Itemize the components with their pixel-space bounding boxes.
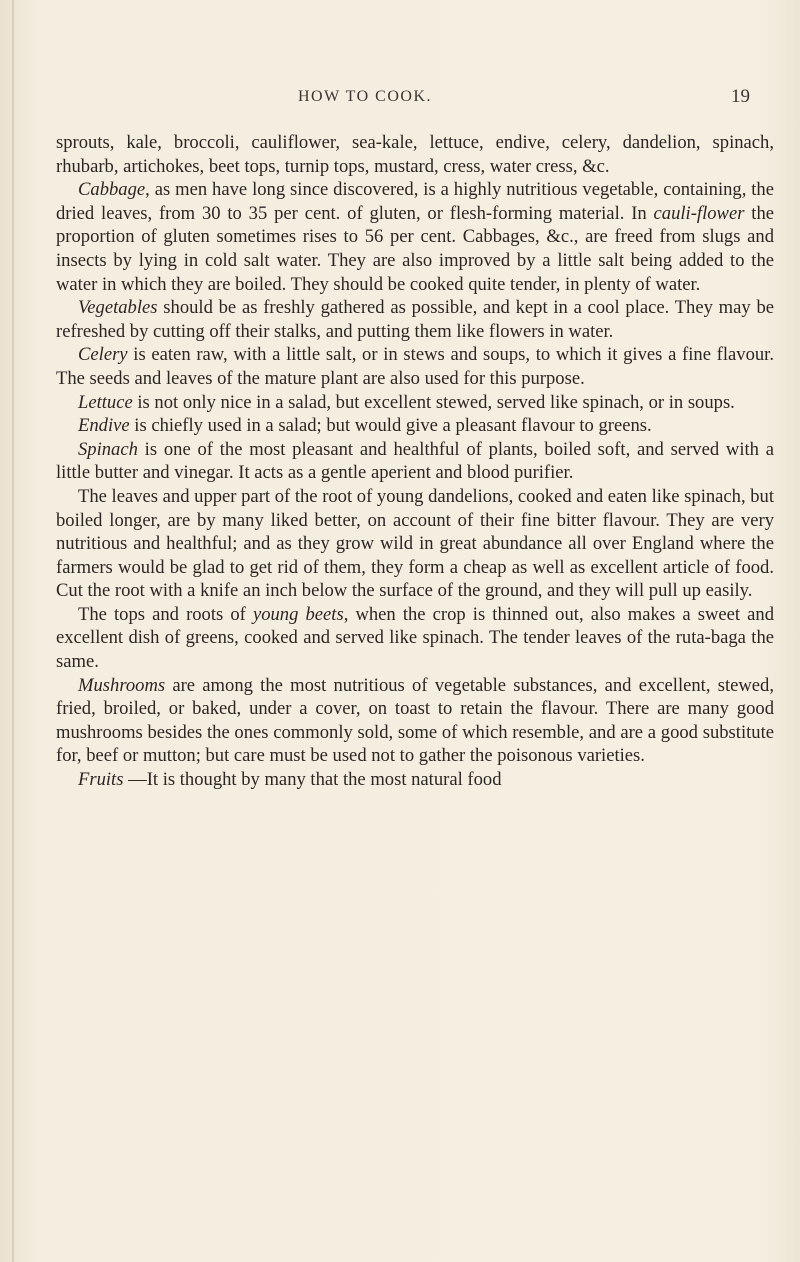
paragraph-lettuce: [56, 391, 774, 415]
paragraph-lead: Endive: [78, 415, 130, 437]
body-text: [56, 131, 774, 792]
paragraph-vegetables: [56, 296, 774, 343]
paragraph-lead: Lettuce: [78, 391, 133, 413]
paragraph-endive: [56, 414, 774, 438]
paragraph-text: The tops and roots of: [78, 603, 253, 625]
paragraph-text-continued: , when the crop is thinned out, also makes a sweet and excellent dish of greens, cooked and served like spinach. The tender leaves of the ruta-baga the same.: [56, 603, 774, 673]
paragraph-text: are among the most nutritious of vegetable substances, and excellent, stewed, fried, broiled, or baked, under a cover, on toast to retain the flavour. There are many good mushrooms besides the ones commonly sold, some of which resemble, and are a good substitute for, beef or mutton; but care must be used not to gather the poisonous varieties.: [56, 674, 774, 767]
paragraph-text: sprouts, kale, broccoli, cauliflower, sea-kale, lettuce, endive, celery, dandelion, spinach, rhubarb, artichokes, beet tops, turnip tops, mustard, cress, water cress, &c.: [56, 132, 774, 177]
paragraph-text: is eaten raw, with a little salt, or in stews and soups, to which it gives a fine flavour. The seeds and leaves of the mature plant are also used for this purpose.: [56, 344, 774, 389]
paragraph-text: —It is thought by many that the most natural food: [123, 769, 502, 791]
paragraph-text: is chiefly used in a salad; but would give a pleasant flavour to greens.: [129, 415, 652, 437]
page-gutter: [12, 0, 14, 1262]
paragraph-fruits: [56, 768, 774, 792]
paragraph-lead-inline: young beets: [252, 603, 344, 625]
paragraph-vegetable-list: [56, 131, 774, 178]
paragraph-text-continued: the proportion of gluten sometimes rises to 56 per cent. Cabbages, &c., are freed from slugs and insects by lying in cold salt water. They are also improved by a little salt being added to the water in which they are boiled. They should be cooked quite tender, in plenty of water.: [56, 202, 774, 295]
paragraph-beets: [56, 603, 774, 674]
paragraph-lead: Fruits: [78, 769, 124, 791]
paragraph-cabbage: [56, 178, 774, 296]
paragraph-lead: Spinach: [78, 438, 138, 460]
paragraph-lead-inline: cauli-flower: [653, 202, 745, 224]
page-number: 19: [731, 86, 750, 107]
paragraph-lead: Vegetables: [78, 297, 158, 319]
paragraph-lead: Cabbage: [78, 179, 146, 201]
paragraph-celery: [56, 343, 774, 390]
paragraph-text: is one of the most pleasant and healthful of plants, boiled soft, and served with a little butter and vinegar. It acts as a gentle aperient and blood purifier.: [56, 438, 774, 484]
paragraph-lead: Mushrooms: [78, 674, 166, 696]
paragraph-text: is not only nice in a salad, but excellent stewed, served like spinach, or in soups.: [132, 391, 735, 413]
paragraph-text: should be as freshly gathered as possible, and kept in a cool place. They may be refreshed by cutting off their stalks, and putting them like flowers in water.: [56, 297, 774, 342]
running-title: HOW TO COOK.: [298, 88, 433, 105]
paragraph-text: , as men have long since discovered, is a highly nutritious vegetable, containing, the dried leaves, from 30 to 35 per cent. of gluten, or flesh-forming material. In: [56, 179, 774, 224]
paragraph-text: The leaves and upper part of the root of young dandelions, cooked and eaten like spinach, but boiled longer, are by many liked better, on account of their fine bitter flavour. They are very nutritious and healthful; and as they grow wild in great abundance all over England where the farmers would be glad to get rid of them, they form a cheap as well as excellent article of food. Cut the root with a knife an inch below the surface of the ground, and they will pull up easily.: [56, 485, 775, 602]
running-head: [0, 88, 800, 118]
paragraph-dandelions: [56, 485, 774, 603]
paragraph-mushrooms: [56, 674, 774, 768]
paragraph-spinach: [56, 438, 774, 485]
paragraph-lead: Celery: [78, 344, 128, 366]
